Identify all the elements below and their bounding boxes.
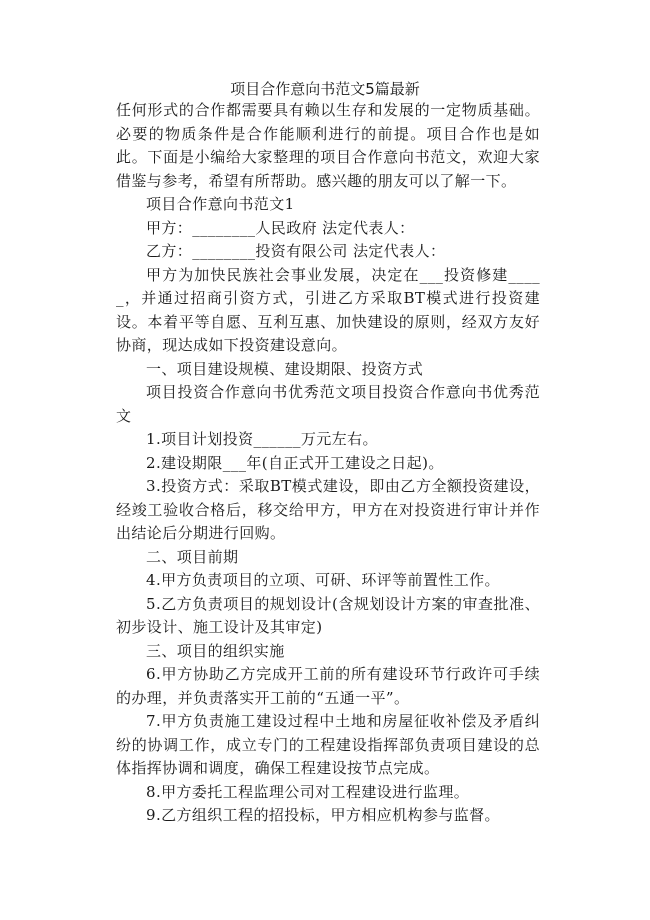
party-b-line: 乙方：________投资有限公司 法定代表人：	[146, 242, 446, 260]
section-heading-3: 三、项目的组织实施	[146, 641, 285, 660]
document-body	[116, 99, 540, 828]
clause-7: 7.甲方负责施工建设过程中土地和房屋征收补偿及矛盾纠纷的协调工作，成立专门的工程建设指挥部负责项目建设的总体指挥协调和调度，确保工程建设按节点完成。	[116, 712, 540, 777]
intro-paragraph: 任何形式的合作都需要具有赖以生存和发展的一定物质基础。必要的物质条件是合作能顺利进行的前提。项目合作也是如此。下面是小编给大家整理的项目合作意向书范文，欢迎大家借鉴与参考，希望有所帮助。感兴趣的朋友可以了解一下。	[116, 101, 540, 190]
clause-3: 3.投资方式：采取BT模式建设，即由乙方全额投资建设，经竣工验收合格后，移交给甲方，甲方在对投资进行审计并作出结论后分期进行回购。	[116, 477, 540, 542]
subtitle-line: 项目投资合作意向书优秀范文项目投资合作意向书优秀范文	[116, 383, 540, 425]
clause-2: 2.建设期限___年(自正式开工建设之日起)。	[146, 453, 444, 472]
document-title: 项目合作意向书范文5篇最新	[230, 80, 420, 98]
section-heading-sample-1: 项目合作意向书范文1	[146, 195, 295, 213]
section-heading-2: 二、项目前期	[146, 547, 239, 566]
party-a-line: 甲方：________人民政府 法定代表人：	[146, 218, 415, 237]
clause-1: 1.项目计划投资______万元左右。	[146, 430, 378, 448]
clause-9: 9.乙方组织工程的招投标，甲方相应机构参与监督。	[146, 806, 500, 824]
clause-4: 4.甲方负责项目的立项、可研、环评等前置性工作。	[146, 571, 500, 589]
clause-6: 6.甲方协助乙方完成开工前的所有建设环节行政许可手续的办理，并负责落实开工前的“五通一平”。	[116, 665, 540, 707]
section-heading-1: 一、项目建设规模、建设期限、投资方式	[146, 359, 424, 378]
clause-5: 5.乙方负责项目的规划设计(含规划设计方案的审查批准、初步设计、施工设计及其审定)	[116, 594, 540, 636]
clause-8: 8.甲方委托工程监理公司对工程建设进行监理。	[146, 782, 470, 801]
preamble-paragraph: 甲方为加快民族社会事业发展，决定在___投资修建_____，并通过招商引资方式，引进乙方采取BT模式进行投资建设。本着平等自愿、互利互惠、加快建设的原则，经双方友好协商，现达成如下投资建设意向。	[116, 265, 540, 354]
